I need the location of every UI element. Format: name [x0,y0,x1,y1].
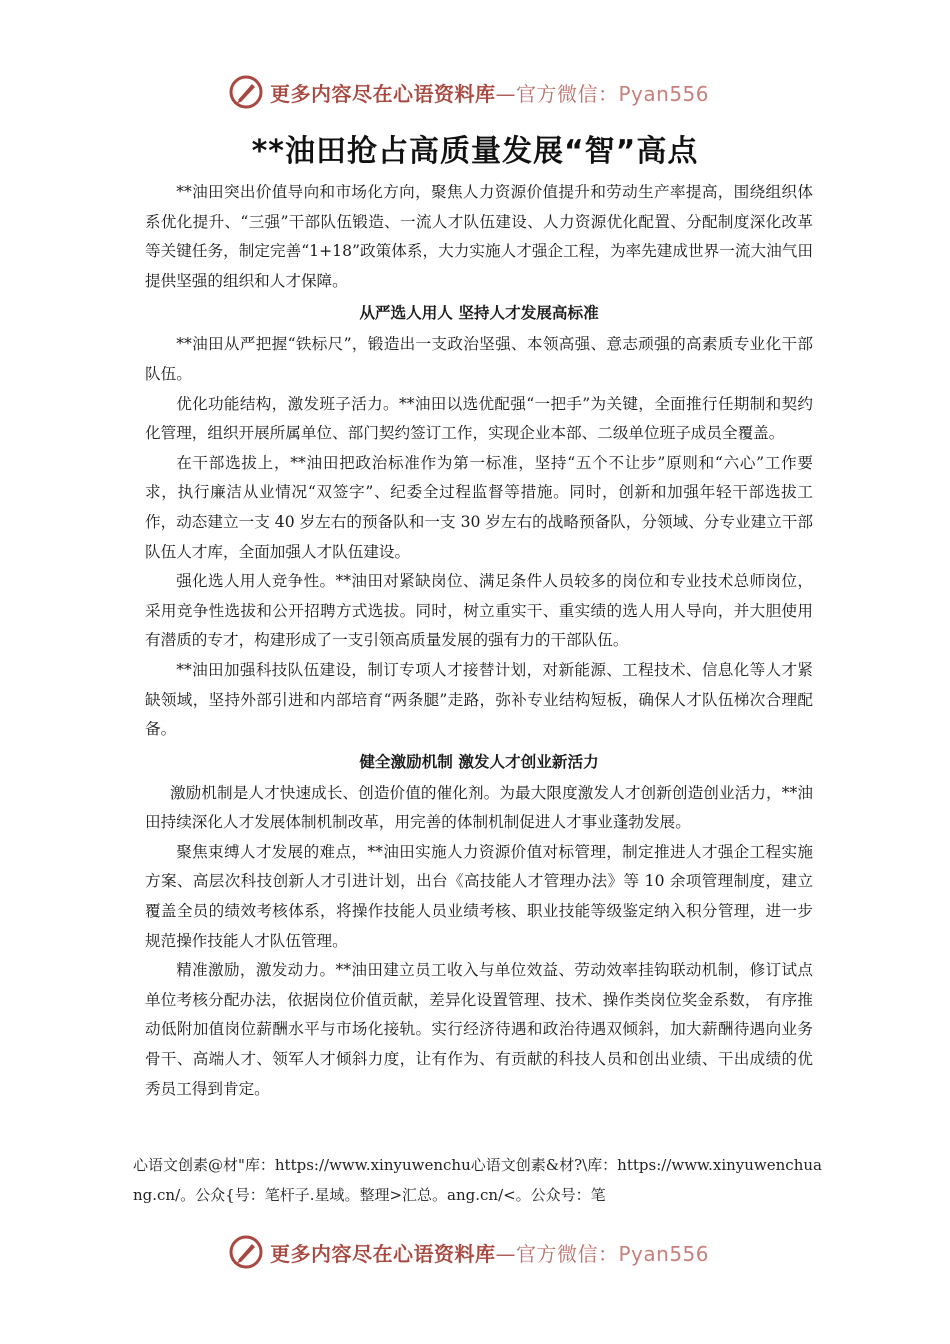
watermark-wechat-id: Pyan556 [618,81,710,106]
paragraph: 在干部选拔上，**油田把政治标准作为第一标准，坚持“五个不让步”原则和“六心”工作要求，执行廉洁从业情况“双签字”、纪委全过程监督等措施。同时，创新和加强年轻干部选拔工作，动态建立一支 40 岁左右的预备队和一支 30 岁左右的战略预备队，分领域、分专业建立干部队伍人才库，全面加强人才队伍建设。 [145,453,813,561]
watermark-wechat-id: Pyan556 [618,1241,710,1266]
brush-logo-icon [228,1234,264,1270]
watermark-banner-top [228,72,728,112]
paragraph: 精准激励，激发动力。**油田建立员工收入与单位效益、劳动效率挂钩联动机制，修订试点单位考核分配办法，依据岗位价值贡献，差异化设置管理、技术、操作类岗位奖金系数， 有序推动低附加值岗位薪酬水平与市场化接轨。实行经济待遇和政治待遇双倾斜，加大薪酬待遇向业务骨干、高端人才、领军人才倾斜力度，让有作为、有贡献的科技人员和创出业绩、干出成绩的优秀员工得到肯定。 [145,961,813,1098]
paragraph: **油田从严把握“铁标尺”，锻造出一支政治坚强、本领高强、意志顽强的高素质专业化干部队伍。 [145,335,813,383]
footer-watermark-text: 心语文创素@材"库：https://www.xinyuwenchu心语文创素&材?\库：https://www.xinyuwenchuang.cn/。公众{号：笔杆子.星域。整理>汇总。ang.cn/<。公众号：笔 [133,1156,822,1204]
article-body [145,178,813,1104]
watermark-wechat-label: 官方微信： [516,1241,619,1266]
watermark-separator: — [495,81,516,106]
paragraph: **油田突出价值导向和市场化方向，聚焦人力资源价值提升和劳动生产率提高，围绕组织体系优化提升、“三强”干部队伍锻造、一流人才队伍建设、人力资源优化配置、分配制度深化改革等关键任务，制定完善“1+18”政策体系，大力实施人才强企工程，为率先建成世界一流大油气田提供坚强的组织和人才保障。 [145,183,813,290]
watermark-separator: — [495,1241,516,1266]
watermark-main: 更多内容尽在心语资料库 [270,1241,496,1266]
paragraph: 激励机制是人才快速成长、创造价值的催化剂。为最大限度激发人才创新创造创业活力，**油田持续深化人才发展体制机制改革，用完善的体制机制促进人才事业蓬勃发展。 [145,783,813,832]
watermark-banner-bottom [228,1232,728,1272]
paragraph: 强化选人用人竞争性。**油田对紧缺岗位、满足条件人员较多的岗位和专业技术总师岗位，采用竞争性选拔和公开招聘方式选拔。同时，树立重实干、重实绩的选人用人导向，并大胆使用有潜质的专才，构建形成了一支引领高质量发展的强有力的干部队伍。 [145,572,813,650]
paragraph: 聚焦束缚人才发展的难点，**油田实施人力资源价值对标管理，制定推进人才强企工程实施方案、高层次科技创新人才引进计划，出台《高技能人才管理办法》等 10 余项管理制度，建立覆盖全员的绩效考核体系，将操作技能人员业绩考核、职业技能等级鉴定纳入积分管理，进一步规范操作技能人才队伍管理。 [145,842,813,950]
brush-logo-icon [228,74,264,110]
watermark-text [270,78,709,107]
paragraph: **油田加强科技队伍建设，制订专项人才接替计划，对新能源、工程技术、信息化等人才紧缺领域，坚持外部引进和内部培育“两条腿”走路，弥补专业结构短板，确保人才队伍梯次合理配备。 [145,660,813,739]
article-title: **油田抢占高质量发展“智”高点 [251,134,699,169]
watermark-main: 更多内容尽在心语资料库 [270,81,496,106]
section-heading: 从严选人用人 坚持人才发展高标准 [359,304,599,323]
paragraph: 优化功能结构，激发班子活力。**油田以选优配强“一把手”为关键，全面推行任期制和契约化管理，组织开展所属单位、部门契约签订工作，实现企业本部、二级单位班子成员全覆盖。 [145,394,813,443]
watermark-wechat-label: 官方微信： [516,81,619,106]
section-heading: 健全激励机制 激发人才创业新活力 [359,752,599,771]
watermark-text [270,1238,709,1267]
